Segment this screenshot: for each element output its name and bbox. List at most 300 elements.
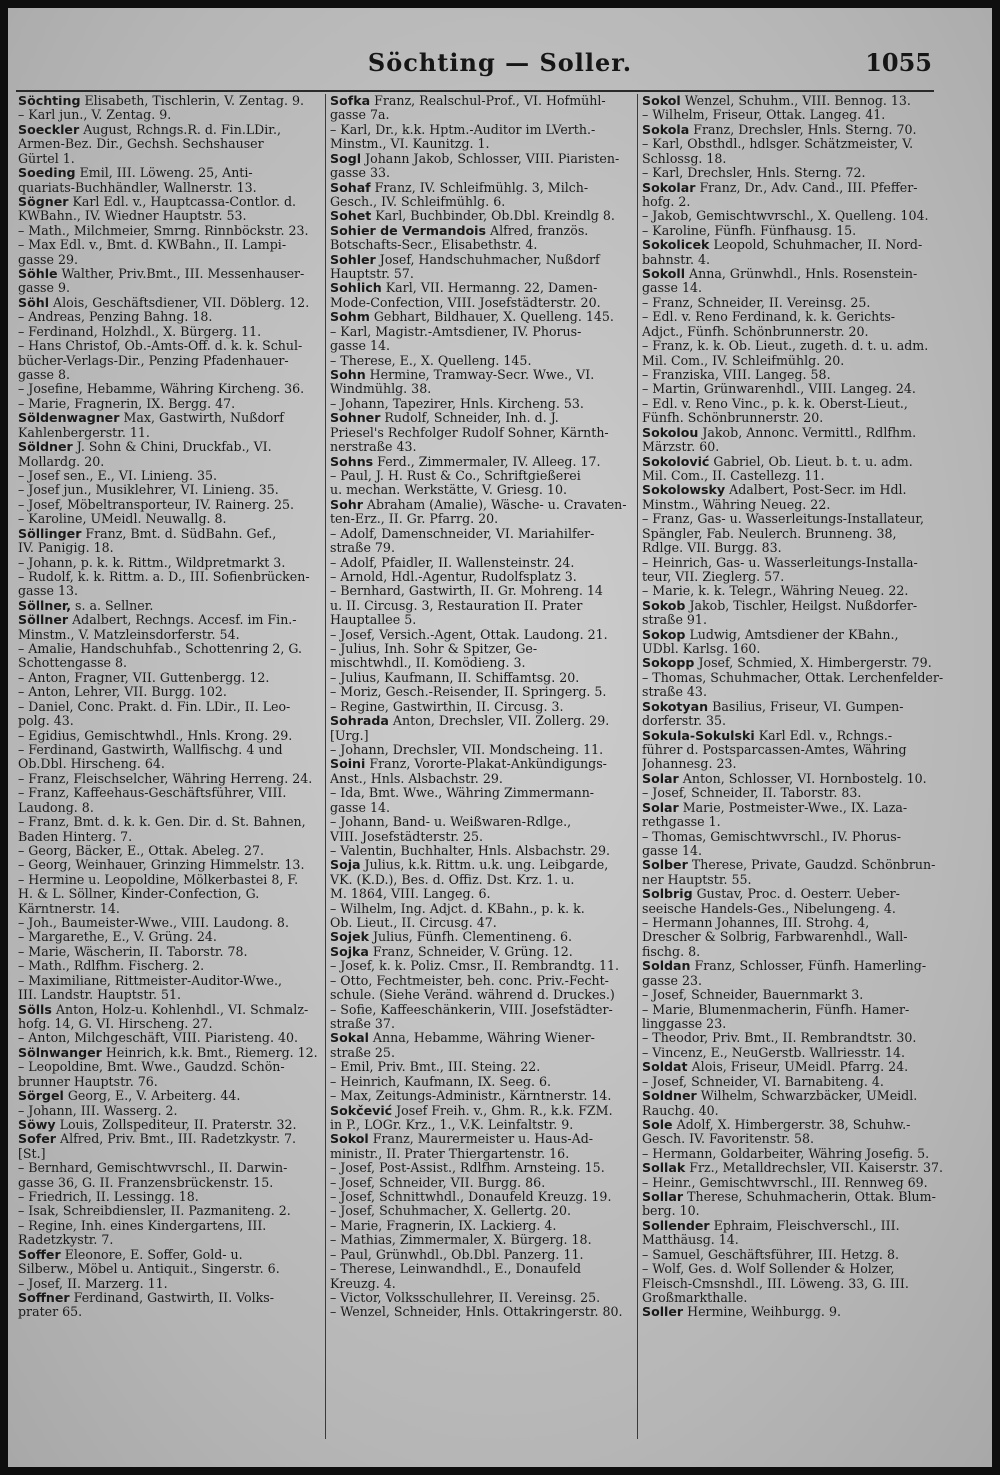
column-2 <box>330 94 635 1454</box>
directory-entry <box>330 1291 635 1305</box>
entry-text: Franz, Realschul-Prof., VI. Hofmühl- <box>370 94 606 108</box>
directory-page <box>8 8 992 1467</box>
directory-entry <box>330 152 635 166</box>
entry-text: Hermine, Tramway-Secr. Wwe., VI. <box>365 368 595 383</box>
directory-entry <box>642 310 947 324</box>
entry-text: Rauchg. 40. <box>642 1103 719 1118</box>
directory-entry <box>18 1017 323 1031</box>
directory-entry <box>642 267 947 281</box>
entry-text: Mode-Confection, VIII. Josefstädterstr. 20. <box>330 295 601 310</box>
entry-surname: Sögner <box>18 194 69 209</box>
directory-entry <box>18 339 323 353</box>
entry-surname: Soldat <box>642 1060 688 1075</box>
directory-entry <box>330 1089 635 1103</box>
directory-entry <box>642 902 947 916</box>
entry-text: Franz, Maurermeister u. Haus-Ad- <box>368 1132 594 1147</box>
directory-entry <box>18 844 323 858</box>
entry-surname: Sokčević <box>330 1103 393 1118</box>
entry-text: Gabriel, Ob. Lieut. b. t. u. adm. <box>709 454 913 469</box>
directory-entry <box>330 974 635 988</box>
directory-entry <box>642 844 947 858</box>
directory-entry <box>642 700 947 714</box>
directory-entry <box>330 137 635 151</box>
entry-text: – Johann, Tapezirer, Hnls. Kircheng. 53. <box>330 396 584 411</box>
directory-entry <box>330 1118 635 1132</box>
entry-surname: Sohlich <box>330 281 382 296</box>
directory-entry <box>642 339 947 353</box>
entry-surname: Soffner <box>18 1291 70 1306</box>
directory-entry <box>330 310 635 324</box>
directory-entry <box>642 1305 947 1319</box>
entry-text: – Max, Zeitungs-Administr., Kärntnerstr. 14. <box>330 1089 612 1104</box>
entry-text: – Otto, Fechtmeister, beh. conc. Priv.-Fecht- <box>330 973 609 988</box>
entry-text: Radetzkystr. 7. <box>18 1233 114 1248</box>
entry-text: straße 37. <box>330 1017 395 1031</box>
directory-entry <box>642 729 947 743</box>
directory-entry <box>642 974 947 988</box>
directory-entry <box>18 714 323 728</box>
entry-text: Karl, Buchbinder, Ob.Dbl. Kreindlg 8. <box>371 209 615 224</box>
directory-entry <box>330 1305 635 1319</box>
entry-text: Anst., Hnls. Alsbachstr. 29. <box>330 771 503 786</box>
directory-entry <box>330 930 635 944</box>
entry-text: Walther, Priv.Bmt., III. Messenhauser- <box>57 267 305 282</box>
directory-entry <box>330 382 635 396</box>
entry-surname: Sohaf <box>330 180 371 195</box>
directory-entry <box>330 743 635 757</box>
directory-entry <box>642 959 947 973</box>
entry-surname: Sölnwanger <box>18 1045 102 1060</box>
entry-text: – Franz, k. k. Ob. Lieut., zugeth. d. t. u. adm. <box>642 339 929 354</box>
entry-text: Priesel's Rechfolger Rudolf Sohner, Kärnth- <box>330 425 609 440</box>
entry-surname: Sörgel <box>18 1089 64 1104</box>
entry-text: Schottengasse 8. <box>18 656 128 671</box>
entry-text: – Josef, Post-Assist., Rdlfhm. Arnsteing. 15. <box>330 1161 605 1176</box>
directory-entry <box>330 988 635 1002</box>
directory-entry <box>330 325 635 339</box>
entry-surname: Sohns <box>330 454 374 469</box>
directory-entry <box>642 354 947 368</box>
entry-surname: Sohrada <box>330 714 389 729</box>
directory-entry <box>18 1233 323 1247</box>
entry-text: M. 1864, VIII. Langeg. 6. <box>330 887 491 902</box>
directory-entry <box>330 700 635 714</box>
entry-text: Gesch., IV. Schleifmühlg. 6. <box>330 194 506 209</box>
directory-entry <box>330 455 635 469</box>
directory-entry <box>330 815 635 829</box>
entry-text: – Anton, Lehrer, VII. Burgg. 102. <box>18 685 227 700</box>
directory-entry <box>642 469 947 483</box>
entry-surname: Sojek <box>330 930 369 945</box>
entry-text: Franz, IV. Schleifmühlg. 3, Milch- <box>370 180 589 195</box>
directory-entry <box>330 354 635 368</box>
directory-entry <box>642 671 947 685</box>
entry-text: – Amalie, Handschuhfab., Schottenring 2, G. <box>18 642 303 657</box>
entry-surname: Sölls <box>18 1002 52 1017</box>
directory-entry <box>18 123 323 137</box>
entry-text: Karl Edl. v., Rchngs.- <box>754 728 893 743</box>
entry-text: Ephraim, Fleischverschl., III. <box>709 1218 900 1233</box>
entry-text: Matthäusg. 14. <box>642 1233 739 1248</box>
directory-entry <box>642 1132 947 1146</box>
directory-entry <box>642 815 947 829</box>
directory-entry <box>18 656 323 670</box>
entry-text: Gürtel 1. <box>18 151 75 166</box>
entry-surname: Sollender <box>642 1218 710 1233</box>
directory-entry <box>18 801 323 815</box>
entry-text: Karl, VII. Hermanng. 22, Damen- <box>381 281 598 296</box>
entry-text: Ferdinand, Gastwirth, II. Volks- <box>69 1291 275 1306</box>
entry-text: VIII. Josefstädterstr. 25. <box>330 829 484 844</box>
entry-text: – Karl, Obsthdl., hdlsger. Schätzmeister, V. <box>642 137 914 152</box>
entry-text: Schlossg. 18. <box>642 151 727 166</box>
directory-entry <box>18 209 323 223</box>
directory-entry <box>330 1060 635 1074</box>
directory-entry <box>330 1219 635 1233</box>
entry-surname: Sokolar <box>642 180 696 195</box>
entry-surname: Sokula-Sokulski <box>642 728 755 743</box>
directory-entry <box>330 830 635 844</box>
entry-text: straße 79. <box>330 541 395 556</box>
directory-entry <box>18 224 323 238</box>
entry-text: – Georg, Weinhauer, Grinzing Himmelstr. 13. <box>18 858 305 873</box>
directory-entry <box>18 1003 323 1017</box>
directory-entry <box>330 570 635 584</box>
entry-text: Ob.Dbl. Hirscheng. 64. <box>18 757 165 772</box>
entry-text: Franz, Dr., Adv. Cand., III. Pfeffer- <box>695 180 918 195</box>
directory-entry <box>330 527 635 541</box>
directory-entry <box>18 974 323 988</box>
entry-text: – Johann, p. k. k. Rittm., Wildpretmarkt 3. <box>18 555 286 570</box>
directory-entry <box>18 238 323 252</box>
directory-entry <box>330 1104 635 1118</box>
entry-surname: Sohn <box>330 368 366 383</box>
directory-entry <box>18 830 323 844</box>
directory-entry <box>642 281 947 295</box>
entry-text: – Karl, Drechsler, Hnls. Sterng. 72. <box>642 166 866 181</box>
directory-entry <box>18 945 323 959</box>
entry-surname: Sohier de Vermandois <box>330 223 486 238</box>
directory-entry <box>330 541 635 555</box>
directory-entry <box>642 613 947 627</box>
entry-text: – Karl jun., V. Zentag. 9. <box>18 108 172 123</box>
directory-entry <box>18 1204 323 1218</box>
directory-entry <box>642 397 947 411</box>
entry-surname: Soeding <box>18 166 76 181</box>
entry-surname: Söhle <box>18 267 58 282</box>
entry-surname: Sokolović <box>642 454 710 469</box>
directory-entry <box>18 729 323 743</box>
entry-surname: Sohler <box>330 252 376 267</box>
entry-text: berg. 10. <box>642 1204 700 1219</box>
entry-text: quariats-Buchhändler, Wallnerstr. 13. <box>18 180 257 195</box>
entry-text: Wilhelm, Schwarzbäcker, UMeidl. <box>696 1089 918 1104</box>
directory-entry <box>18 296 323 310</box>
entry-text: – Andreas, Penzing Bahng. 18. <box>18 310 213 325</box>
directory-entry <box>330 483 635 497</box>
directory-entry <box>642 772 947 786</box>
directory-entry <box>18 1089 323 1103</box>
directory-entry <box>18 1291 323 1305</box>
entry-text: Mollardg. 20. <box>18 454 105 469</box>
entry-text: – Moriz, Gesch.-Reisender, II. Springerg. 5. <box>330 685 607 700</box>
entry-text: rethgasse 1. <box>642 815 721 830</box>
directory-entry <box>330 108 635 122</box>
entry-surname: Sokolicek <box>642 238 710 253</box>
entry-text: u. mechan. Werkstätte, V. Griesg. 10. <box>330 483 567 498</box>
entry-text: Minstm., Währing Neueg. 22. <box>642 497 831 512</box>
page-number: 1055 <box>865 48 932 77</box>
entry-surname: Sole <box>642 1117 673 1132</box>
entry-text: – Therese, E., X. Quelleng. 145. <box>330 353 532 368</box>
directory-entry <box>642 570 947 584</box>
entry-text: J. Sohn & Chini, Druckfab., VI. <box>72 440 272 455</box>
entry-text: – Friedrich, II. Lessingg. 18. <box>18 1190 199 1205</box>
directory-entry <box>18 1132 323 1146</box>
entry-text: Kärntnerstr. 14. <box>18 901 120 916</box>
directory-entry <box>642 599 947 613</box>
directory-entry <box>642 930 947 944</box>
directory-entry <box>330 1204 635 1218</box>
directory-entry <box>18 1262 323 1276</box>
directory-entry <box>642 1233 947 1247</box>
directory-entry <box>330 195 635 209</box>
entry-text: – Rudolf, k. k. Rittm. a. D., III. Sofienbrücken- <box>18 569 310 584</box>
directory-entry <box>642 988 947 1002</box>
entry-text: – Heinrich, Gas- u. Wasserleitungs-Installa- <box>642 555 918 570</box>
entry-text: – Margarethe, E., V. Grüng. 24. <box>18 930 217 945</box>
directory-entry <box>642 1060 947 1074</box>
entry-text: – Marie, Fragnerin, IX. Lackierg. 4. <box>330 1218 557 1233</box>
entry-text: – Franziska, VIII. Langeg. 58. <box>642 368 831 383</box>
entry-text: in P., LOGr. Krz., 1., V.K. Leinfaltstr. 9. <box>330 1117 574 1132</box>
directory-entry <box>330 123 635 137</box>
directory-entry <box>642 786 947 800</box>
directory-entry <box>18 483 323 497</box>
entry-surname: Soller <box>642 1305 684 1320</box>
directory-entry <box>642 382 947 396</box>
entry-text: VK. (K.D.), Bes. d. Offiz. Dst. Krz. 1. u. <box>330 872 575 887</box>
directory-entry <box>18 700 323 714</box>
directory-entry <box>642 296 947 310</box>
entry-surname: Soeckler <box>18 122 80 137</box>
entry-text: Emil, III. Löweng. 25, Anti- <box>75 166 253 181</box>
entry-text: – Karl, Dr., k.k. Hptm.-Auditor im LVerth.- <box>330 122 596 137</box>
directory-entry <box>330 916 635 930</box>
directory-entry <box>330 397 635 411</box>
entry-text: – Math., Milchmeier, Smrng. Rinnböckstr. 23. <box>18 223 309 238</box>
directory-entry <box>330 1031 635 1045</box>
entry-text: – Josef, Schneider, VII. Burgg. 86. <box>330 1175 546 1190</box>
directory-entry <box>330 296 635 310</box>
directory-entry <box>330 945 635 959</box>
directory-entry <box>330 873 635 887</box>
entry-surname: Sokol <box>330 1132 369 1147</box>
entry-text: – Hermann Johannes, III. Strohg. 4, <box>642 916 870 931</box>
directory-entry <box>642 512 947 526</box>
entry-text: – Karl, Magistr.-Amtsdiener, IV. Phorus- <box>330 324 582 339</box>
entry-text: gasse 14. <box>642 843 702 858</box>
directory-entry <box>18 541 323 555</box>
entry-text: Windmühlg. 38. <box>330 382 432 397</box>
entry-text: – Heinr., Gemischtwvrschl., III. Rennweg 69. <box>642 1175 928 1190</box>
directory-entry <box>18 397 323 411</box>
directory-entry <box>330 1046 635 1060</box>
entry-text: Mil. Com., II. Castellezg. 11. <box>642 468 825 483</box>
directory-entry <box>642 1190 947 1204</box>
entry-surname: Sohm <box>330 310 370 325</box>
entry-text: straße 91. <box>642 613 707 628</box>
directory-entry <box>330 253 635 267</box>
entry-text: Abraham (Amalie), Wäsche- u. Cravaten- <box>362 497 627 512</box>
directory-entry <box>18 959 323 973</box>
entry-text: – Julius, Kaufmann, II. Schiffamtsg. 20. <box>330 670 580 685</box>
entry-text: Ob. Lieut., II. Circusg. 47. <box>330 916 497 931</box>
entry-text: Adalbert, Rechngs. Accesf. im Fin.- <box>68 613 297 628</box>
entry-text: Julius, k.k. Rittm. u.k. ung. Leibgarde, <box>360 858 609 873</box>
directory-entry <box>18 267 323 281</box>
directory-entry <box>642 238 947 252</box>
directory-entry <box>642 1161 947 1175</box>
entry-text: Hauptstr. 57. <box>330 267 414 282</box>
entry-text: Fünfh. Schönbrunnerstr. 20. <box>642 411 824 426</box>
entry-text: – Emil, Priv. Bmt., III. Steing. 22. <box>330 1060 541 1075</box>
entry-text: – Vincenz, E., NeuGerstb. Wallriesstr. 14. <box>642 1045 906 1060</box>
directory-entry <box>330 671 635 685</box>
entry-text: gasse 8. <box>18 368 70 383</box>
entry-surname: Solar <box>642 771 679 786</box>
directory-entry <box>18 368 323 382</box>
directory-entry <box>642 887 947 901</box>
entry-text: seeische Handels-Ges., Nibelungeng. 4. <box>642 901 896 916</box>
entry-text: mischtwhdl., II. Komödieng. 3. <box>330 656 526 671</box>
entry-text: Jakob, Annonc. Vermittl., Rdlfhm. <box>698 425 917 440</box>
directory-entry <box>18 440 323 454</box>
directory-entry <box>330 281 635 295</box>
entry-text: ministr., II. Prater Thiergartenstr. 16. <box>330 1146 570 1161</box>
directory-entry <box>330 858 635 872</box>
entry-text: – Leopoldine, Bmt. Wwe., Gaudzd. Schön- <box>18 1060 285 1075</box>
directory-entry <box>18 757 323 771</box>
directory-entry <box>330 786 635 800</box>
directory-entry <box>330 469 635 483</box>
entry-text: Anton, Schlosser, VI. Hornbostelg. 10. <box>678 771 927 786</box>
entry-text: Josef Freih. v., Ghm. R., k.k. FZM. <box>392 1103 613 1118</box>
directory-entry <box>642 1046 947 1060</box>
entry-text: – Franz, Gas- u. Wasserleitungs-Installateur, <box>642 512 924 527</box>
directory-entry <box>18 411 323 425</box>
directory-entry <box>642 1219 947 1233</box>
entry-surname: Sofka <box>330 94 371 108</box>
directory-entry <box>330 339 635 353</box>
directory-entry <box>18 354 323 368</box>
directory-entry <box>642 152 947 166</box>
directory-entry <box>18 988 323 1002</box>
entry-text: [St.] <box>18 1146 46 1161</box>
directory-entry <box>330 1017 635 1031</box>
entry-text: gasse 23. <box>642 973 702 988</box>
entry-text: Alois, Geschäftsdiener, VII. Döblerg. 12. <box>49 295 310 310</box>
column-1 <box>18 94 323 1454</box>
directory-entry <box>642 1147 947 1161</box>
directory-entry <box>18 1190 323 1204</box>
entry-text: – Franz, Fleischselcher, Währing Herreng. 24. <box>18 771 313 786</box>
entry-surname: Sohr <box>330 497 363 512</box>
entry-text: u. II. Circusg. 3, Restauration II. Prater <box>330 598 583 613</box>
entry-text: Märzstr. 60. <box>642 440 720 455</box>
entry-text: gasse 7a. <box>330 108 390 123</box>
directory-entry <box>642 1248 947 1262</box>
entry-surname: Sofer <box>18 1132 56 1147</box>
directory-entry <box>18 570 323 584</box>
directory-entry <box>18 498 323 512</box>
entry-text: gasse 9. <box>18 281 70 296</box>
entry-text: – Adolf, Damenschneider, VI. Mariahilfer- <box>330 526 595 541</box>
directory-entry <box>18 873 323 887</box>
directory-entry <box>330 238 635 252</box>
directory-entry <box>18 786 323 800</box>
entry-text: – Franz, Bmt. d. k. k. Gen. Dir. d. St. Bahnen, <box>18 815 306 830</box>
directory-entry <box>18 584 323 598</box>
directory-entry <box>330 714 635 728</box>
directory-entry <box>330 642 635 656</box>
entry-text: Kreuzg. 4. <box>330 1276 396 1291</box>
entry-text: Max, Gastwirth, Nußdorf <box>119 411 284 426</box>
entry-text: Anton, Drechsler, VII. Zollerg. 29. <box>388 714 610 729</box>
entry-surname: Sokal <box>330 1031 369 1046</box>
entry-text: Gebhart, Bildhauer, X. Quelleng. 145. <box>369 310 614 325</box>
directory-entry <box>642 685 947 699</box>
entry-text: – Wilhelm, Friseur, Ottak. Langeg. 41. <box>642 108 886 123</box>
entry-text: Franz, Drechsler, Hnls. Sterng. 70. <box>689 122 917 137</box>
directory-entry <box>330 1176 635 1190</box>
entry-text: H. & L. Söllner, Kinder-Confection, G. <box>18 887 260 902</box>
directory-entry <box>18 195 323 209</box>
entry-surname: Soini <box>330 757 366 772</box>
entry-text: – Paul, J. H. Rust & Co., Schriftgießerei <box>330 468 581 483</box>
directory-entry <box>18 1219 323 1233</box>
entry-text: – Georg, Bäcker, E., Ottak. Abeleg. 27. <box>18 843 265 858</box>
directory-entry <box>642 1104 947 1118</box>
entry-text: – Josef, II. Marzerg. 11. <box>18 1276 168 1291</box>
entry-text: prater 65. <box>18 1305 83 1320</box>
directory-entry <box>18 1305 323 1319</box>
directory-entry <box>330 1075 635 1089</box>
entry-surname: Söchting <box>18 94 81 108</box>
entry-text: – Wilhelm, Ing. Adjct. d. KBahn., p. k. k. <box>330 901 585 916</box>
entry-text: gasse 13. <box>18 584 78 599</box>
entry-surname: Soffer <box>18 1247 61 1262</box>
directory-entry <box>642 541 947 555</box>
directory-entry <box>18 426 323 440</box>
entry-surname: Söllinger <box>18 526 82 541</box>
directory-entry <box>18 469 323 483</box>
directory-entry <box>330 1233 635 1247</box>
column-divider <box>637 94 638 1439</box>
directory-entry <box>642 253 947 267</box>
directory-entry <box>642 1291 947 1305</box>
directory-entry <box>18 628 323 642</box>
directory-entry <box>330 613 635 627</box>
entry-surname: Solar <box>642 800 679 815</box>
entry-text: Hauptallee 5. <box>330 613 417 628</box>
entry-text: Julius, Fünfh. Clementineng. 6. <box>368 930 572 945</box>
entry-text: – Johann, Drechsler, VII. Mondscheing. 11. <box>330 742 604 757</box>
entry-text: III. Landstr. Hauptstr. 51. <box>18 988 182 1003</box>
entry-text: Hermine, Weihburgg. 9. <box>683 1305 841 1320</box>
directory-entry <box>642 1277 947 1291</box>
directory-entry <box>330 94 635 108</box>
